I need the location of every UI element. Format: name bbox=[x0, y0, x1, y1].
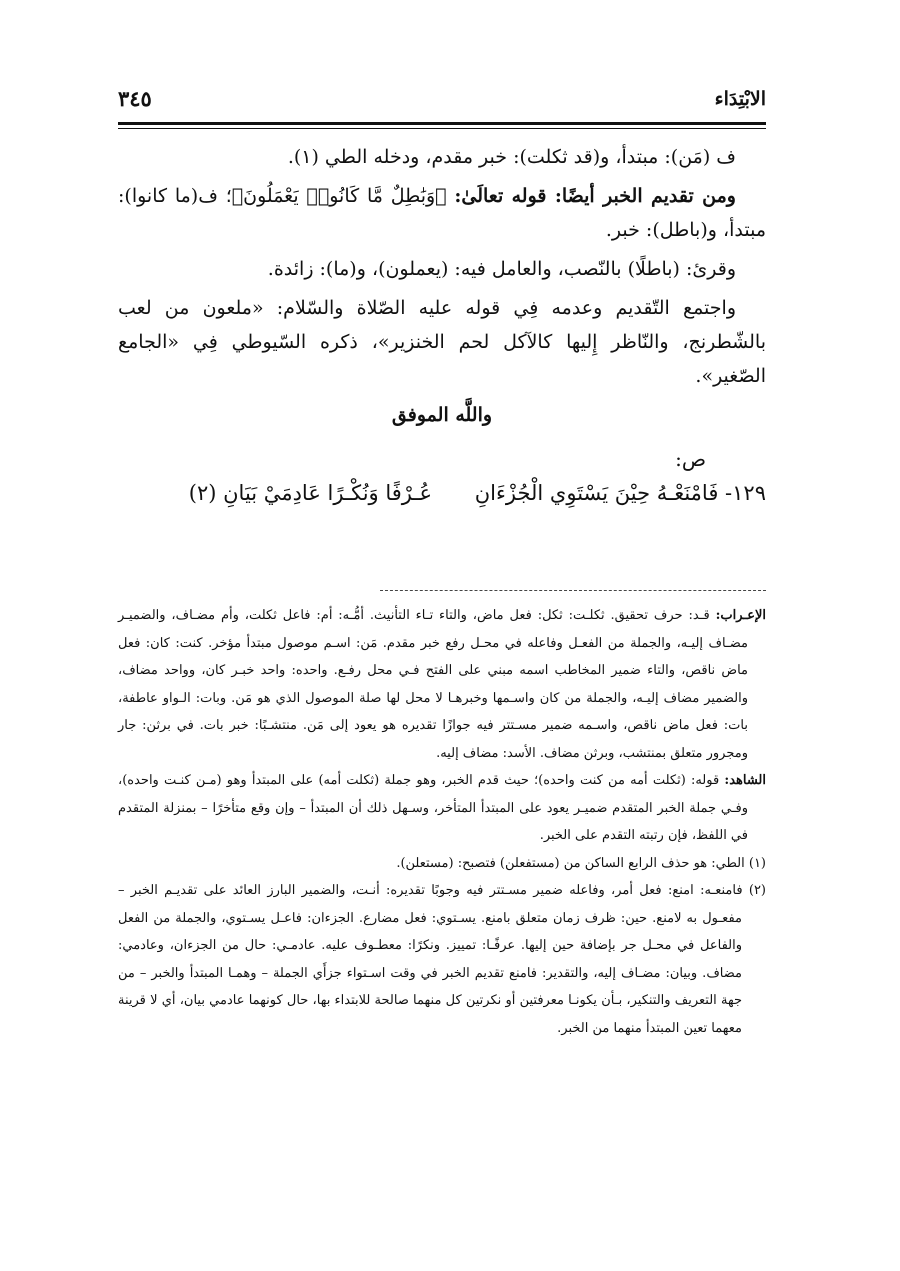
paragraph-taqdim-lead: ومن تقديم الخبر أيضًا: قوله تعالَىٰ: bbox=[454, 185, 736, 207]
running-header bbox=[118, 84, 766, 120]
note-irab-text: قـد: حرف تحقيق. ثكلـت: ثكل: فعل ماض، والتاء تـاء التأنيث. أمُّـه: أم: فاعل ثكلت، وأم مضـاف، والضميـر مضـاف إليـه، والجملة من الفعـل وفاعله في محـل رفع خبر مقدم. مَن: اسـم موصول مبتدأ مؤخر. كنت: كان: فعل ماض ناقص، والتاء ضمير المخاطب اسمه مبني على الفتح فـي محل رفـع. واحده: واحد خبـر كان، وواحد مضاف، والضمير مضاف إليـه، والجملة من كان واسـمها وخبرهـا لا محل لها صلة الموصول الذي هو مَن. وبات: الـواو عاطفة، بات: فعل ماض ناقص، واسـمه ضمير مسـتتر فيه جوازًا تقديره هو يعود إلى مَن. منتشـبًا: خبر بات. في برثن: جار ومجرور متعلق بمنتشب، وبرثن مضاف. الأسد: مضاف إليه. bbox=[118, 608, 748, 761]
closing-phrase: واللَّه الموفق bbox=[391, 404, 493, 426]
footnote-2-label: (٢) فامنعـه: bbox=[700, 883, 766, 898]
paragraph-mubtada: ف (مَن): مبتدأ، و(قد ثكلت): خبر مقدم، ودخله الطي (١). bbox=[287, 146, 736, 168]
paragraph-hadith: واجتمع التّقديم وعدمه فِي قوله عليه الصّلاة والسّلام: «ملعون من لعب بالشّطرنج، والنّاظر إِليها كالآكل لحم الخنزير»، ذكره السّيوطي فِي «الجامع الصّغير». bbox=[118, 297, 766, 387]
chapter-title: الابْتِدَاء bbox=[714, 88, 766, 110]
note-irab-label: الإعـراب: bbox=[715, 608, 766, 623]
paragraph-taqdim bbox=[118, 179, 766, 247]
footnote-2-text: امنع: فعل أمر، وفاعله ضمير مسـتتر فيه وجوبًا تقديره: أنـت، والضمير البارز العائد على تقديـم الخبر – مفعـول به لامنع. حين: ظرف زمان متعلق بامنع. يسـتوي: فعل مضارع. الجزءان: فاعـل يسـتوي، والجملة من الفعل والفاعل في محـل جر بإضافة حين إليها. عرفًـا: تمييز. ونكرًا: معطـوف عليه. عادمـي: حال من الجزءان، وعادمي: مضاف. وبيان: مضـاف إليه، والتقدير: فامنع تقديم الخبر في وقت اسـتواء جزأَي الجملة – وهمـا المبتدأ والخبر – من جهة التعريف والتنكير، بـأن يكونـا معرفتين أو نكرتين كل منهما صالحة للابتداء بها، حال كونهما عادمي بيان، أي لا قرينة معهما تعين المبتدأ منهما من الخبر. bbox=[118, 883, 742, 1036]
footnote-separator bbox=[380, 590, 766, 591]
paragraph-qira: وقرئ: (باطلًا) بالنّصب، والعامل فيه: (يعملون)، و(ما): زائدة. bbox=[267, 258, 736, 280]
sad-label: ص: bbox=[675, 447, 706, 471]
footnotes bbox=[118, 602, 766, 1042]
note-shahid bbox=[118, 767, 766, 850]
verse-line bbox=[118, 476, 766, 510]
quran-quote: ﴿وَبَٰطِلٌ مَّا كَانُوا۟ يَعْمَلُونَ﴾ bbox=[231, 185, 447, 207]
note-irab bbox=[118, 602, 766, 767]
verse-number: ١٢٩- bbox=[725, 481, 766, 505]
note-shahid-label: الشاهد: bbox=[724, 773, 766, 788]
header-rule-thick bbox=[118, 122, 766, 125]
footnote-1: (١) الطي: هو حذف الرابع الساكن من (مستفعلن) فتصبح: (مستعلن). bbox=[396, 855, 766, 871]
main-text bbox=[118, 140, 766, 515]
verse-hemistich-second: عُـرْفًا وَنُكْـرًا عَادِمَيْ بَيَانِ (٢) bbox=[188, 481, 433, 505]
header-rule-thin bbox=[118, 128, 766, 129]
page-number: ٣٤٥ bbox=[118, 86, 152, 111]
footnote-2 bbox=[118, 877, 766, 1042]
note-shahid-text: قوله: (ثكلت أمه من كنت واحده)؛ حيث قدم الخبر، وهو جملة (ثكلت أمه) على المبتدأ وهو (مـن كنـت واحده)، وفـي جملة الخبر المتقدم ضميـر يعود على المبتدأ المتأخر، وسـهل ذلك أن المبتدأ – وإن وقع متأخرًا – بمنزلة المتقدم في اللفظ، فإن رتبته التقدم على الخبر. bbox=[118, 773, 748, 843]
paragraph-taqdim-rest: ؛ ف(ما كانوا): مبتدأ، و(باطل): خبر. bbox=[118, 185, 766, 241]
verse-hemistich-first: فَامْنَعْـهُ حِيْنَ يَسْتَوِي الْجُزْءَانِ bbox=[474, 481, 719, 505]
